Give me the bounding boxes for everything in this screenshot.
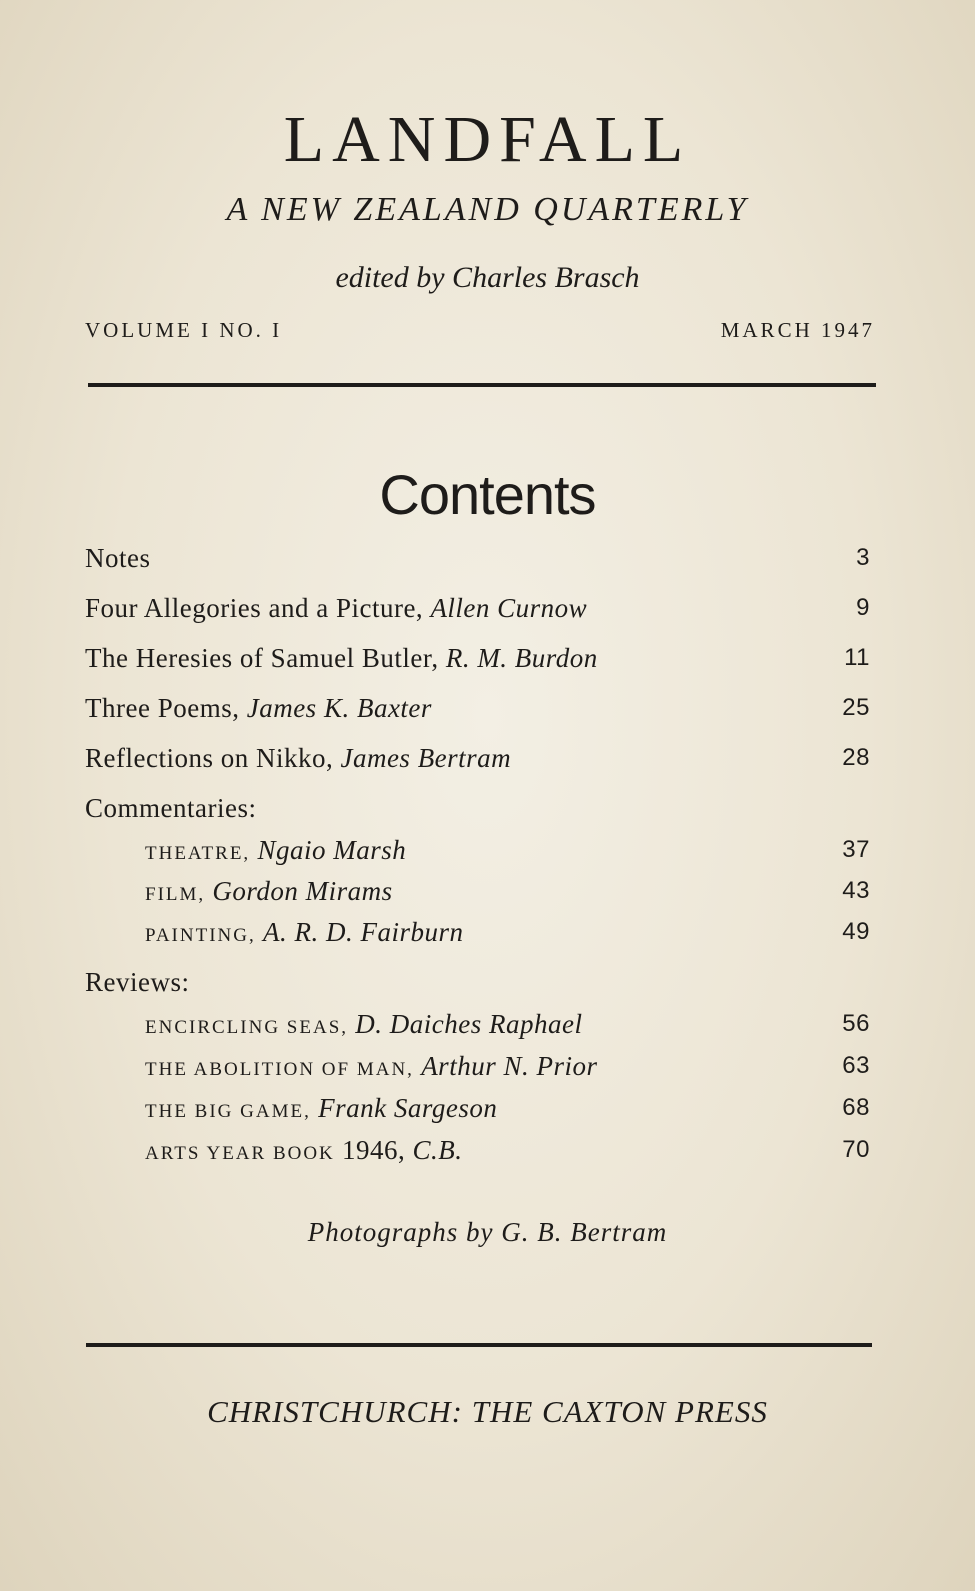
entry-author: James K. Baxter (246, 693, 432, 723)
issue-date: MARCH 1947 (720, 318, 875, 342)
entry-title: The Heresies of Samuel Butler, (85, 643, 439, 673)
entry-page: 11 (844, 644, 870, 671)
entry-page: 56 (842, 1010, 870, 1037)
entry-author: Arthur N. Prior (421, 1051, 598, 1081)
journal-title: LANDFALL (283, 103, 692, 176)
entry-page: 28 (842, 744, 870, 771)
toc-entry (145, 1132, 870, 1172)
entry-author: James Bertram (340, 743, 512, 773)
publisher-imprint: CHRISTCHURCH: THE CAXTON PRESS (207, 1394, 768, 1429)
entry-title: THE ABOLITION OF MAN, (145, 1059, 414, 1080)
entry-title: PAINTING, (145, 925, 256, 946)
toc-entry (145, 873, 870, 913)
entry-title: Three Poems, (85, 693, 240, 723)
entry-author: A. R. D. Fairburn (262, 917, 464, 947)
entry-page: 68 (842, 1094, 870, 1121)
section-label: Commentaries: (85, 793, 257, 823)
editor-credit: edited by Charles Brasch (335, 261, 640, 294)
entry-author: Frank Sargeson (318, 1093, 498, 1123)
entry-title: Notes (85, 543, 151, 573)
entry-title: ENCIRCLING SEAS, (145, 1017, 349, 1038)
toc-entry (145, 1090, 870, 1130)
toc-entry (145, 832, 870, 872)
entry-page: 37 (842, 836, 870, 863)
entry-title: THE BIG GAME, (145, 1101, 311, 1122)
entry-page: 3 (856, 544, 870, 571)
toc-entry (145, 1006, 870, 1046)
entry-author: D. Daiches Raphael (355, 1009, 583, 1039)
toc-entry (85, 590, 870, 626)
toc-entry (85, 690, 870, 726)
entry-title: Reflections on Nikko, (85, 743, 334, 773)
bottom-divider (86, 1343, 872, 1347)
contents-heading: Contents (379, 463, 596, 526)
photo-credit: Photographs by G. B. Bertram (307, 1217, 668, 1247)
toc-entry (85, 640, 870, 676)
entry-author: Allen Curnow (430, 593, 588, 623)
journal-subtitle: A NEW ZEALAND QUARTERLY (226, 191, 749, 228)
entry-title: Four Allegories and a Picture, (85, 593, 424, 623)
toc-entry (145, 1048, 870, 1088)
entry-title: ARTS YEAR BOOK (145, 1143, 335, 1164)
entry-page: 63 (842, 1052, 870, 1079)
entry-page: 49 (842, 918, 870, 945)
entry-author: Ngaio Marsh (257, 835, 407, 865)
entry-author: C.B. (412, 1135, 463, 1165)
toc-entry (85, 740, 870, 776)
reviews-label (85, 964, 870, 1000)
commentaries-label (85, 790, 870, 826)
toc-entry (145, 914, 870, 954)
entry-page: 9 (856, 594, 870, 621)
section-label: Reviews: (85, 967, 190, 997)
top-divider (88, 383, 876, 387)
entry-year: 1946, (342, 1135, 406, 1165)
entry-author: Gordon Mirams (212, 876, 393, 906)
entry-title: FILM, (145, 884, 206, 905)
entry-page: 43 (842, 877, 870, 904)
entry-title: THEATRE, (145, 843, 251, 864)
volume-number: VOLUME I NO. I (85, 318, 283, 342)
toc-entry-notes (85, 540, 870, 576)
entry-author: R. M. Burdon (445, 643, 598, 673)
entry-page: 70 (842, 1136, 870, 1163)
entry-page: 25 (842, 694, 870, 721)
